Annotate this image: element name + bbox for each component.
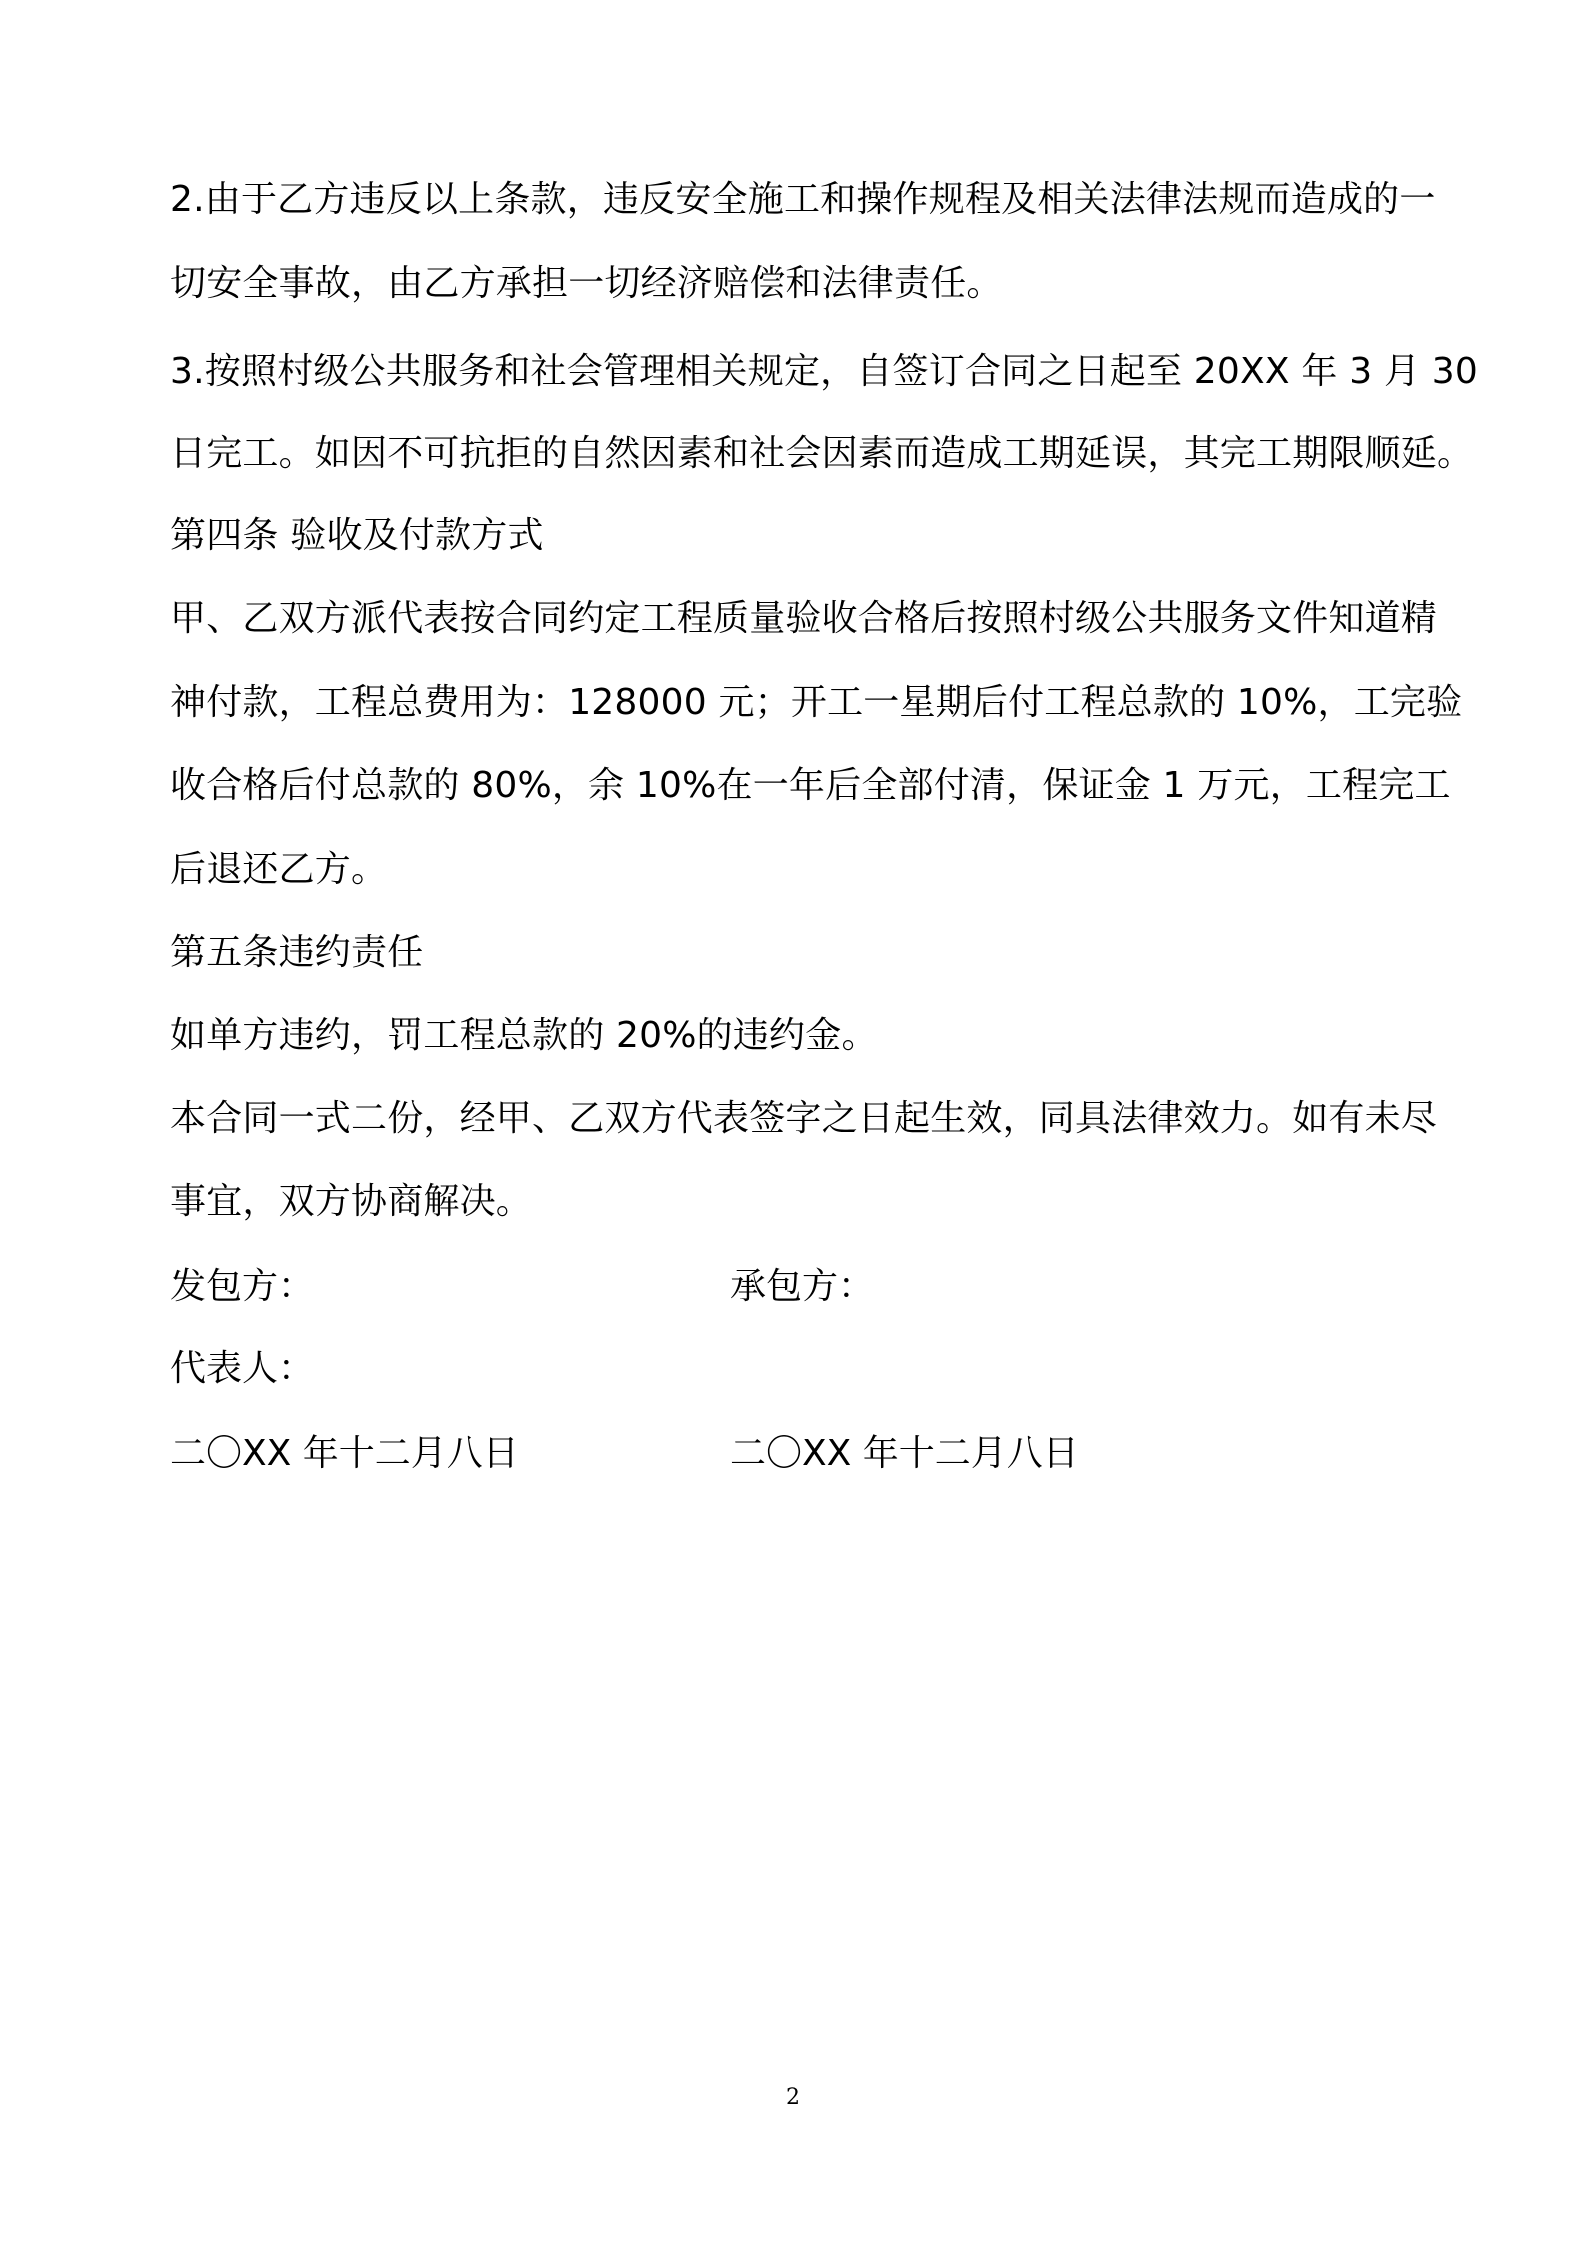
section-heading: 第五条违约责任 [170, 932, 424, 973]
party-a-label: 发包方： [170, 1266, 315, 1307]
party-b-date: 二〇XX 年十二月八日 [730, 1433, 1079, 1474]
paragraph-line: 2.由于乙方违反以上条款，违反安全施工和操作规程及相关法律法规而造成的一 [170, 179, 1436, 220]
representative-label: 代表人： [170, 1348, 315, 1389]
party-a-date: 二〇XX 年十二月八日 [170, 1433, 519, 1474]
paragraph-line: 3.按照村级公共服务和社会管理相关规定，自签订合同之日起至 20XX 年 3 月 30 [170, 351, 1479, 392]
party-b-label: 承包方： [730, 1266, 875, 1307]
section-heading: 第四条 验收及付款方式 [170, 515, 544, 556]
paragraph-line: 本合同一式二份，经甲、乙双方代表签字之日起生效，同具法律效力。如有未尽 [170, 1098, 1438, 1139]
paragraph-line: 切安全事故，由乙方承担一切经济赔偿和法律责任。 [170, 263, 1003, 304]
paragraph-line: 日完工。如因不可抗拒的自然因素和社会因素而造成工期延误，其完工期限顺延。 [170, 433, 1474, 474]
paragraph-line: 后退还乙方。 [170, 849, 388, 890]
paragraph-line: 甲、乙双方派代表按合同约定工程质量验收合格后按照村级公共服务文件知道精 [170, 598, 1438, 639]
page-number: 2 [786, 2085, 800, 2110]
paragraph-line: 如单方违约，罚工程总款的 20%的违约金。 [170, 1015, 878, 1056]
paragraph-line: 事宜，双方协商解决。 [170, 1181, 533, 1222]
paragraph-line: 神付款，工程总费用为：128000 元；开工一星期后付工程总款的 10%，工完验 [170, 682, 1463, 723]
paragraph-line: 收合格后付总款的 80%，余 10%在一年后全部付清，保证金 1 万元，工程完工 [170, 765, 1451, 806]
